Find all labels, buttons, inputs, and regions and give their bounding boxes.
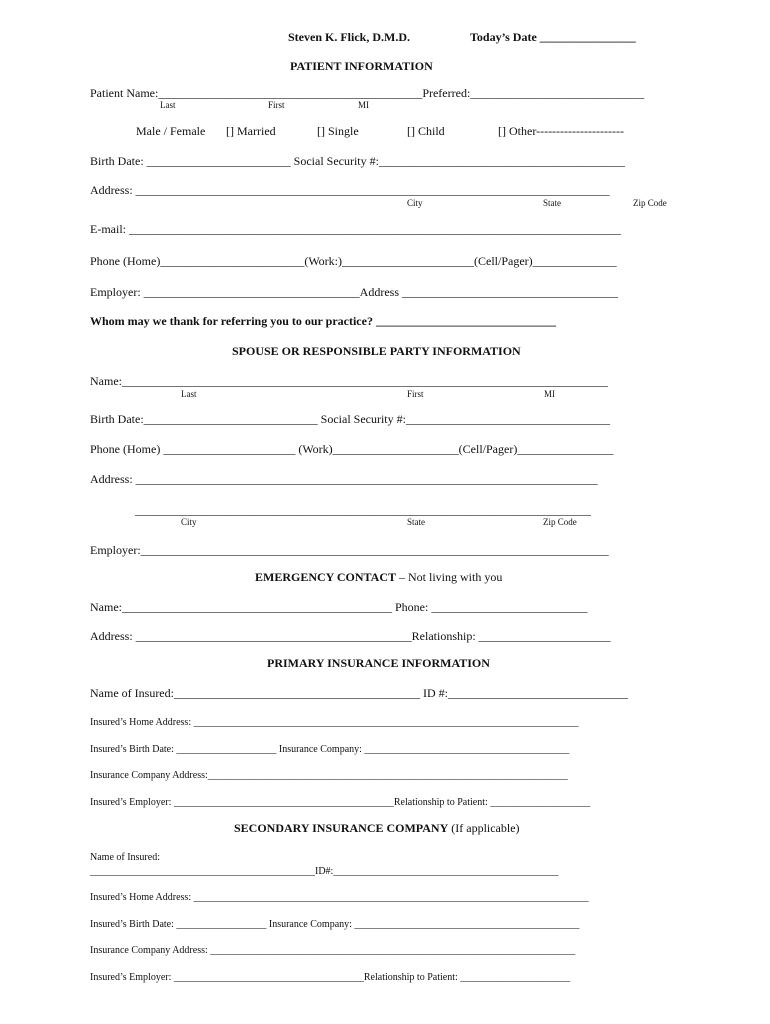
spouse-address-field-2[interactable]: ____________________________________________________________________________ <box>135 503 591 517</box>
patient-phone-field[interactable]: Phone (Home)________________________(Work:)______________________(Cell/Pager)______________ <box>90 254 617 268</box>
secondary-insured-label: Name of Insured: <box>90 852 160 863</box>
single-checkbox[interactable]: [] Single <box>317 124 359 138</box>
spouse-sub-mi: MI <box>544 389 555 399</box>
secondary-insurance-heading <box>234 821 520 835</box>
spouse-sub-city: City <box>181 517 197 527</box>
patient-email-field[interactable]: E-mail: __________________________________________________________________________________ <box>90 222 621 236</box>
primary-employer-field[interactable]: Insured’s Employer: ____________________________________________Relationship to Patient: ____________________ <box>90 797 591 808</box>
patient-name-field[interactable]: Patient Name:____________________________________________Preferred:_____________________________ <box>90 86 645 100</box>
emergency-heading <box>255 570 502 584</box>
spouse-employer-field[interactable]: Employer:______________________________________________________________________________ <box>90 543 609 557</box>
spouse-sub-zip: Zip Code <box>543 517 577 527</box>
address-sub-city: City <box>407 198 423 208</box>
secondary-home-address-field[interactable]: Insured’s Home Address: _______________________________________________________________________________ <box>90 892 589 903</box>
secondary-heading-note: (If applicable) <box>448 821 520 835</box>
primary-insurance-heading: PRIMARY INSURANCE INFORMATION <box>267 656 490 670</box>
spouse-birth-ssn-field[interactable]: Birth Date:_____________________________ Social Security #:__________________________________ <box>90 412 610 426</box>
spouse-sub-state: State <box>407 517 425 527</box>
todays-date-field[interactable]: Today’s Date ________________ <box>470 30 636 44</box>
spouse-heading: SPOUSE OR RESPONSIBLE PARTY INFORMATION <box>232 344 521 358</box>
patient-employer-field[interactable]: Employer: ____________________________________Address ____________________________________ <box>90 285 618 299</box>
address-sub-state: State <box>543 198 561 208</box>
name-sub-mi: MI <box>358 100 369 110</box>
spouse-phone-field[interactable]: Phone (Home) ______________________ (Work)_____________________(Cell/Pager)________________ <box>90 442 614 456</box>
primary-home-address-field[interactable]: Insured’s Home Address: _____________________________________________________________________________ <box>90 717 579 728</box>
gender-option[interactable]: Male / Female <box>136 124 206 138</box>
child-checkbox[interactable]: [] Child <box>407 124 445 138</box>
patient-address-field[interactable]: Address: _______________________________________________________________________________ <box>90 183 610 197</box>
secondary-birth-company-field[interactable]: Insured’s Birth Date: __________________ Insurance Company: _____________________________________________ <box>90 919 580 930</box>
referral-field[interactable]: Whom may we thank for referring you to our practice? ______________________________ <box>90 314 556 328</box>
emergency-heading-note: – Not living with you <box>396 570 503 584</box>
primary-birth-company-field[interactable]: Insured’s Birth Date: ____________________ Insurance Company: _________________________________________ <box>90 744 570 755</box>
patient-birth-ssn-field[interactable]: Birth Date: ________________________ Social Security #:_________________________________________ <box>90 154 625 168</box>
secondary-heading-bold: SECONDARY INSURANCE COMPANY <box>234 821 449 835</box>
spouse-address-field[interactable]: Address: _____________________________________________________________________________ <box>90 472 598 486</box>
spouse-sub-first: First <box>407 389 424 399</box>
doctor-name: Steven K. Flick, D.M.D. <box>288 30 410 44</box>
secondary-employer-field[interactable]: Insured’s Employer: ______________________________________Relationship to Patient: ______________________ <box>90 972 571 983</box>
emergency-name-phone-field[interactable]: Name:_____________________________________________ Phone: __________________________ <box>90 600 588 614</box>
primary-insured-name-field[interactable]: Name of Insured:_________________________________________ ID #:______________________________ <box>90 686 628 700</box>
emergency-address-field[interactable]: Address: ______________________________________________Relationship: ______________________ <box>90 629 611 643</box>
spouse-sub-last: Last <box>181 389 197 399</box>
secondary-insured-name-field[interactable]: _____________________________________________ID#:_____________________________________________ <box>90 866 559 877</box>
name-sub-last: Last <box>160 100 176 110</box>
patient-info-heading: PATIENT INFORMATION <box>290 59 433 73</box>
other-checkbox[interactable]: [] Other---------------------- <box>498 124 624 138</box>
address-sub-zip: Zip Code <box>633 198 667 208</box>
spouse-name-field[interactable]: Name:_________________________________________________________________________________ <box>90 374 608 388</box>
name-sub-first: First <box>268 100 285 110</box>
primary-company-address-field[interactable]: Insurance Company Address:________________________________________________________________________ <box>90 770 568 781</box>
emergency-heading-bold: EMERGENCY CONTACT <box>255 570 397 584</box>
secondary-company-address-field[interactable]: Insurance Company Address: _________________________________________________________________________ <box>90 945 576 956</box>
married-checkbox[interactable]: [] Married <box>226 124 276 138</box>
